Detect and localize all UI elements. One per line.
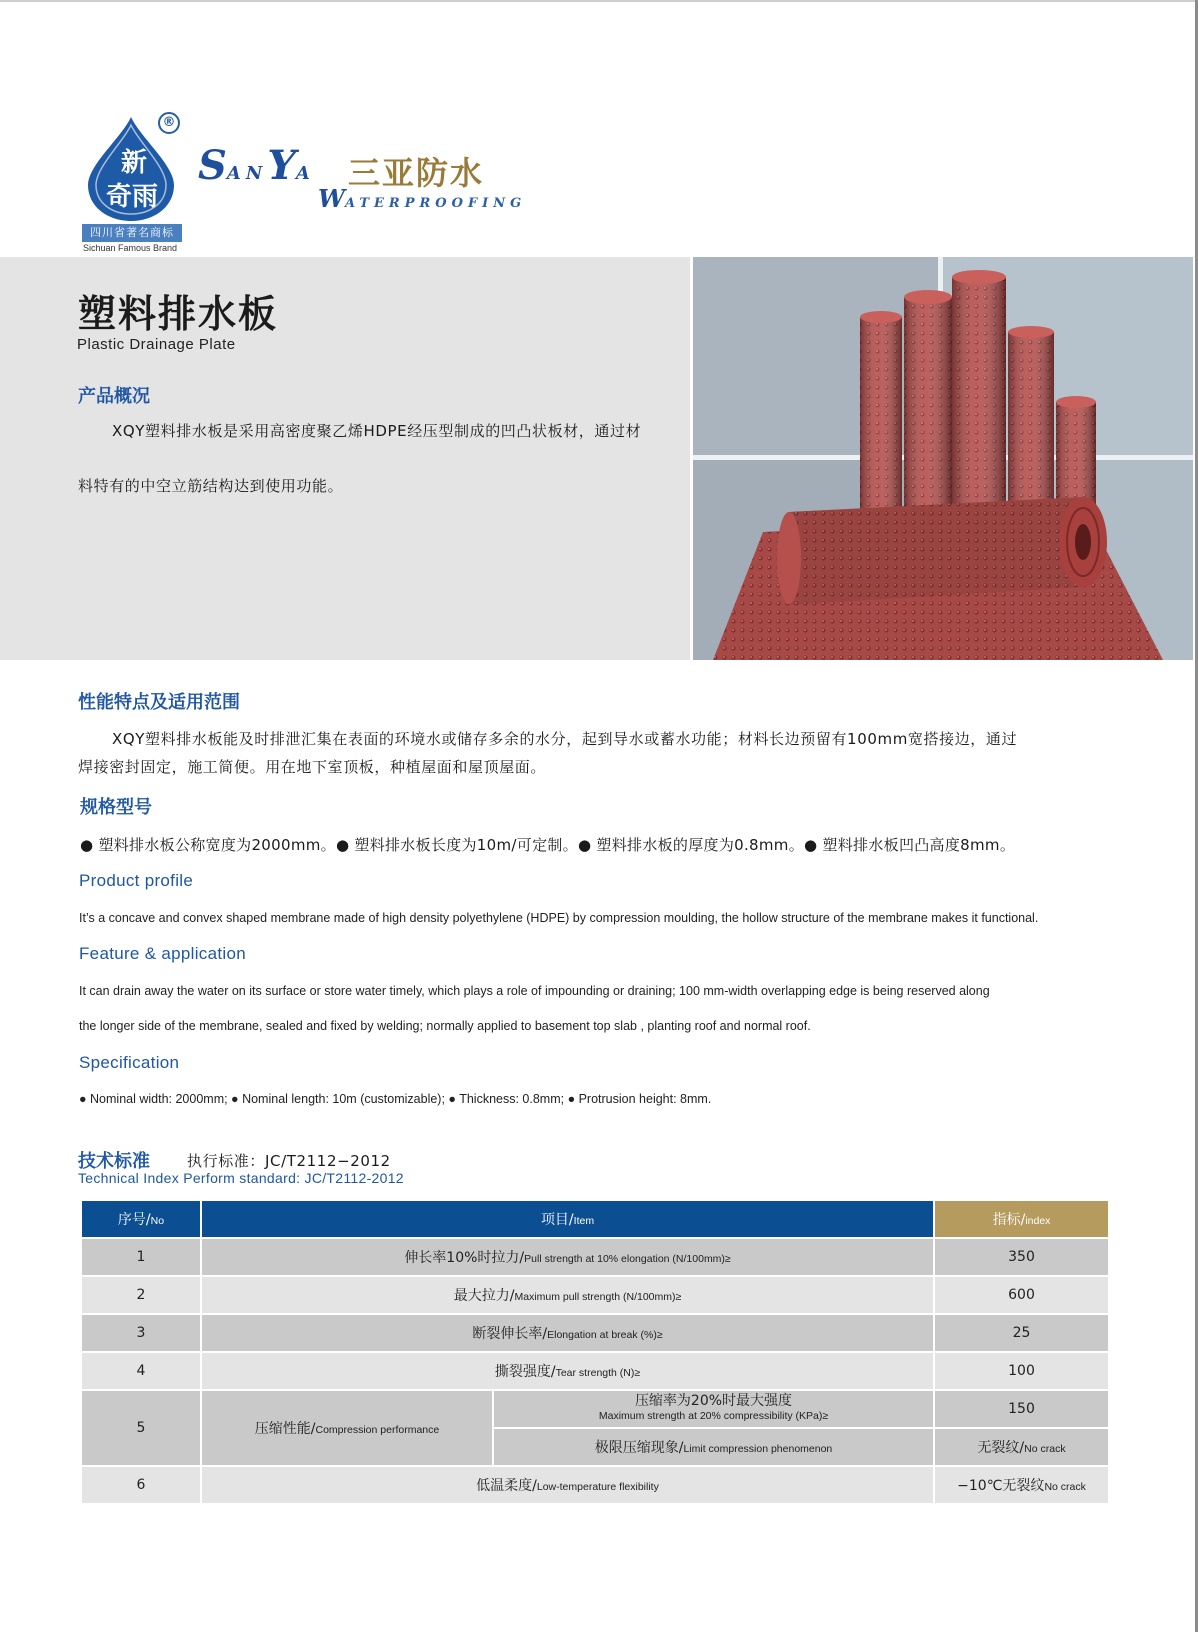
features-line-1: XQY塑料排水板能及时排泄汇集在表面的环境水或储存多余的水分，起到导水或蓄水功能；材料长边预留有100mm宽搭接边，通过 — [112, 730, 1018, 748]
overview-line-1: XQY塑料排水板是采用高密度聚乙烯HDPE经压型制成的凹凸状板材，通过材 — [112, 422, 642, 440]
logo-char-2: 奇雨 — [105, 182, 159, 212]
specification-text: ● Nominal width: 2000mm; ● Nominal length: 10m (customizable); ● Thickness: 0.8mm; ● Protrusion height: 8mm. — [79, 1092, 712, 1106]
row-no: 6 — [81, 1466, 201, 1504]
table-row — [81, 1390, 1109, 1428]
row-no: 5 — [81, 1390, 201, 1466]
table-row — [81, 1466, 1109, 1504]
features-line-2: 焊接密封固定，施工简便。用在地下室顶板，种植屋面和屋顶屋面。 — [78, 758, 547, 776]
header-no: 序号/No — [81, 1200, 201, 1238]
technical-standard: 执行标准：JC/T2112−2012 — [187, 1152, 391, 1170]
features-heading: 性能特点及适用范围 — [78, 692, 240, 713]
row-sub-item: 极限压缩现象/Limit compression phenomenon — [493, 1428, 934, 1466]
row-value: 150 — [934, 1390, 1109, 1428]
row-item: 低温柔度/Low-temperature flexibility — [201, 1466, 934, 1504]
feature-application-heading: Feature & application — [79, 944, 246, 963]
spec-heading: 规格型号 — [80, 797, 152, 818]
technical-heading: 技术标准 — [78, 1151, 150, 1172]
brand-waterproofing: WATERPROOFING — [318, 184, 527, 213]
technical-index-table — [80, 1199, 1108, 1505]
feature-application-line-2: the longer side of the membrane, sealed and fixed by welding; normally applied to basement top slab , planting roof and normal roof. — [79, 1019, 811, 1033]
row-no: 4 — [81, 1352, 201, 1390]
row-no: 1 — [81, 1238, 201, 1276]
row-sub-item: 压缩率为20%时最大强度 Maximum strength at 20% compressibility (KPa)≥ — [493, 1390, 934, 1428]
page-title: 塑料排水板 — [78, 292, 279, 336]
table-header-row — [81, 1200, 1109, 1238]
table-row — [81, 1352, 1109, 1390]
product-photo — [693, 257, 1193, 660]
table-row — [81, 1238, 1109, 1276]
product-profile-heading: Product profile — [79, 871, 194, 890]
row-value: −10℃无裂纹No crack — [934, 1466, 1109, 1504]
row-item: 断裂伸长率/Elongation at break (%)≥ — [201, 1314, 934, 1352]
row-value: 350 — [934, 1238, 1109, 1276]
feature-application-line-1: It can drain away the water on its surface or store water timely, which plays a role of impounding or draining; 100 mm-width overlapping edge is being reserved along — [79, 984, 990, 998]
row-value: 25 — [934, 1314, 1109, 1352]
specification-heading: Specification — [79, 1053, 180, 1072]
row-item: 撕裂强度/Tear strength (N)≥ — [201, 1352, 934, 1390]
table-row — [81, 1276, 1109, 1314]
row-item: 最大拉力/Maximum pull strength (N/100mm)≥ — [201, 1276, 934, 1314]
brand-name-zh: 三亚防水 — [348, 154, 485, 192]
row-item: 伸长率10%时拉力/Pull strength at 10% elongation (N/100mm)≥ — [201, 1238, 934, 1276]
spec-items: ● 塑料排水板公称宽度为2000mm。● 塑料排水板长度为10m/可定制。● 塑料排水板的厚度为0.8mm。● 塑料排水板凹凸高度8mm。 — [80, 836, 1016, 854]
row-group: 压缩性能/Compression performance — [201, 1390, 493, 1466]
row-no: 3 — [81, 1314, 201, 1352]
overview-line-2: 料特有的中空立筋结构达到使用功能。 — [78, 477, 344, 495]
page-title-en: Plastic Drainage Plate — [77, 336, 236, 353]
row-value: 100 — [934, 1352, 1109, 1390]
table-row — [81, 1314, 1109, 1352]
row-value: 600 — [934, 1276, 1109, 1314]
header-item: 项目/Item — [201, 1200, 934, 1238]
logo-badge-en: Sichuan Famous Brand — [83, 243, 178, 253]
header-index: 指标/index — [934, 1200, 1109, 1238]
product-profile-text: It’s a concave and convex shaped membrane made of high density polyethylene (HDPE) by compression moulding, the hollow structure of the membrane makes it functional. — [79, 911, 1039, 925]
technical-heading-en: Technical Index Perform standard: JC/T2112-2012 — [78, 1170, 404, 1186]
row-no: 2 — [81, 1276, 201, 1314]
logo-badge: 四川省著名商标 — [82, 224, 182, 242]
brand-name-en: SANYA — [198, 142, 315, 189]
registered-mark-icon: ® — [158, 112, 180, 134]
top-edge-line — [0, 0, 1198, 2]
row-value: 无裂纹/No crack — [934, 1428, 1109, 1466]
logo-char-1: 新 — [120, 148, 148, 178]
overview-heading: 产品概况 — [78, 386, 150, 407]
